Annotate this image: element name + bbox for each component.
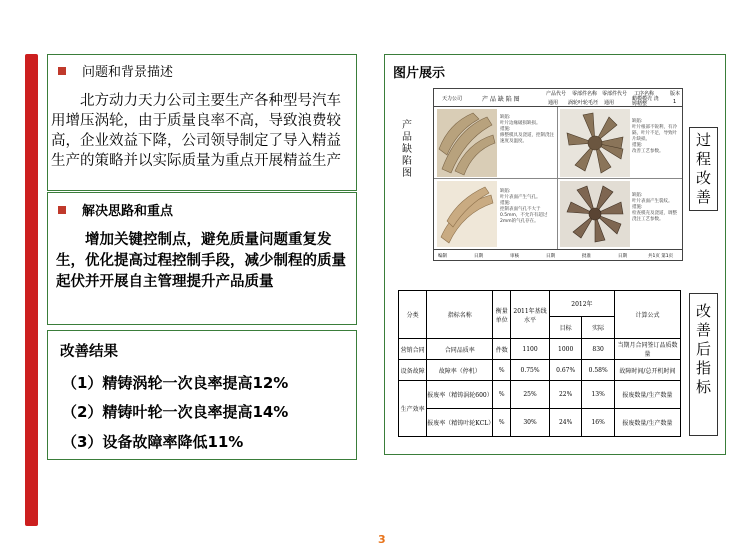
kpi-cell: 设备故障 bbox=[399, 360, 427, 381]
kpi-cell: 报废率（精铸叶轮KCL） bbox=[427, 409, 493, 437]
sheet-title: 产 品 缺 陷 图 bbox=[482, 96, 520, 103]
defect-note-2: 缺陷: 叶片根部不锐利，有冷隔，叶片不足，导致叶片缺损。 措施: 改善工艺参数。 bbox=[632, 119, 677, 154]
sheet-footer-cell: 批准 bbox=[582, 254, 591, 259]
sheet-col-label: 版本 bbox=[670, 91, 681, 97]
defect-vertical-label: 产品缺陷图 bbox=[402, 120, 412, 179]
sheet-col-label: 工序名称 bbox=[634, 91, 655, 97]
sheet-col-label: 零部件名称 bbox=[572, 91, 598, 97]
kpi-cell: 830 bbox=[582, 339, 614, 360]
kpi-cell: 25% bbox=[511, 381, 550, 409]
kpi-cell: 报废数量/生产数量 bbox=[614, 381, 680, 409]
defect-note-3: 缺陷: 叶片表面产生气孔。 措施: 控制表面气孔不大于0.5mm，不允许有超过2mm的气孔存在。 bbox=[500, 189, 548, 224]
kpi-subheader: 实际 bbox=[582, 317, 614, 339]
image-title: 图片展示 bbox=[393, 66, 446, 81]
sheet-col-value: 通用 bbox=[604, 100, 615, 106]
kpi-cell: 1100 bbox=[511, 339, 550, 360]
kpi-cell: % bbox=[493, 381, 511, 409]
result-item-2: （2）精铸叶轮一次良率提高14% bbox=[62, 403, 289, 421]
defect-sheet-header bbox=[434, 89, 682, 107]
kpi-cell: 24% bbox=[549, 409, 581, 437]
sheet-footer-cell: 共1页 第1页 bbox=[648, 254, 674, 259]
sheet-footer-cell: 日期 bbox=[618, 254, 627, 259]
kpi-cell: 报废率（精铸涡轮600） bbox=[427, 381, 493, 409]
kpi-cell: 0.58% bbox=[582, 360, 614, 381]
result-item-1: （1）精铸涡轮一次良率提高12% bbox=[62, 374, 289, 392]
kpi-cell: 16% bbox=[582, 409, 614, 437]
kpi-cell: 30% bbox=[511, 409, 550, 437]
defect-sheet-footer bbox=[434, 249, 682, 262]
sheet-col-value: 1 bbox=[673, 99, 677, 105]
kpi-header: 指标名称 bbox=[427, 291, 493, 339]
kpi-cell: 合同品质率 bbox=[427, 339, 493, 360]
result-item-3: （3）设备故障率降低11% bbox=[62, 433, 244, 451]
kpi-cell: % bbox=[493, 409, 511, 437]
sheet-divider bbox=[434, 178, 682, 179]
kpi-header: 计算公式 bbox=[614, 291, 680, 339]
solution-title: 解决思路和重点 bbox=[82, 204, 174, 219]
sheet-col-value: 通用 bbox=[548, 100, 559, 106]
page-number: 3 bbox=[378, 533, 386, 546]
kpi-cell: 22% bbox=[549, 381, 581, 409]
defect-sheet bbox=[433, 88, 683, 261]
square-bullet-icon bbox=[58, 67, 66, 75]
sheet-footer-cell: 日期 bbox=[546, 254, 555, 259]
kpi-subheader: 目标 bbox=[549, 317, 581, 339]
turbine-photo-3 bbox=[437, 181, 497, 247]
kpi-table bbox=[398, 290, 681, 437]
sheet-footer-cell: 审核 bbox=[510, 254, 519, 259]
background-heading bbox=[58, 61, 173, 80]
sheet-col-value: 蜡模模壳 浇铸精整 bbox=[632, 96, 659, 107]
kpi-header: 衡量单位 bbox=[493, 291, 511, 339]
sheet-col-label: 零部件代号 bbox=[602, 91, 628, 97]
kpi-cell: 营销合同 bbox=[399, 339, 427, 360]
turbine-photo-4 bbox=[560, 181, 630, 247]
kpi-cell: 0.67% bbox=[549, 360, 581, 381]
kpi-cell: 故障率（停机） bbox=[427, 360, 493, 381]
kpi-header: 2012年 bbox=[549, 291, 614, 317]
process-improvement-callout: 过程改善 bbox=[689, 127, 718, 211]
kpi-cell: 报废数量/生产数量 bbox=[614, 409, 680, 437]
turbine-photo-2 bbox=[560, 109, 630, 177]
turbine-photo-1 bbox=[437, 109, 497, 177]
solution-text: 增加关键控制点，避免质量问题重复发生，优化提高过程控制手段，减少制程的质量起伏并开展自主管理提升产品质量 bbox=[56, 231, 346, 290]
kpi-cell: 件数 bbox=[493, 339, 511, 360]
kpi-cell: 当期月合同签订品质数量 bbox=[614, 339, 680, 360]
sheet-divider bbox=[557, 107, 558, 249]
square-bullet-icon bbox=[58, 206, 66, 214]
kpi-cell: 0.75% bbox=[511, 360, 550, 381]
sheet-company: 天力公司 bbox=[442, 96, 463, 102]
defect-note-1: 缺陷: 叶片边缘破损缺损。 措施: 修整模具及浇道，控制浇注速度及温度。 bbox=[500, 115, 554, 144]
sheet-footer-cell: 日期 bbox=[474, 254, 483, 259]
kpi-cell: 故障时间/总开机时间 bbox=[614, 360, 680, 381]
sheet-footer-cell: 编制 bbox=[438, 254, 447, 259]
results-title: 改善结果 bbox=[60, 344, 118, 360]
defect-note-4: 缺陷: 叶片表面产生裂纹。 措施: 检查模壳及浇道，调整浇注工艺参数。 bbox=[632, 193, 677, 222]
solution-heading bbox=[58, 200, 173, 219]
sheet-col-label: 产品代号 bbox=[546, 91, 567, 97]
kpi-cell: 生产效率 bbox=[399, 381, 427, 437]
left-accent-bar bbox=[25, 54, 38, 526]
kpi-header: 分类 bbox=[399, 291, 427, 339]
sheet-col-value: 涡轮叶轮毛坯 bbox=[568, 100, 599, 106]
kpi-header: 2011年基线水平 bbox=[511, 291, 550, 339]
after-improvement-callout: 改善后指标 bbox=[689, 293, 718, 436]
kpi-cell: 13% bbox=[582, 381, 614, 409]
kpi-cell: 1000 bbox=[549, 339, 581, 360]
background-title: 问题和背景描述 bbox=[82, 65, 174, 80]
background-text: 北方动力天力公司主要生产各种型号汽车用增压涡轮，由于质量良率不高，导致浪费较高，企业效益下降，公司领导制定了导入精益生产的策略并以实际质量为重点开展精益生产 bbox=[51, 93, 341, 169]
kpi-cell: % bbox=[493, 360, 511, 381]
